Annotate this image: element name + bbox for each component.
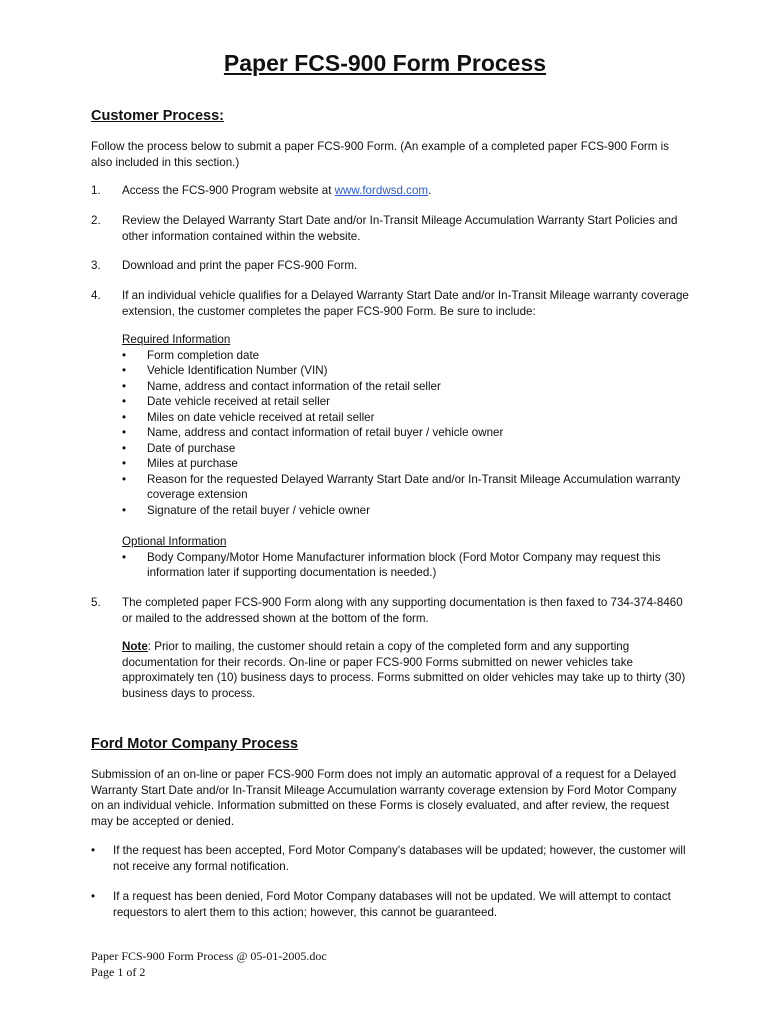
footer-page-number: Page 1 of 2 — [91, 965, 146, 979]
note-text: : Prior to mailing, the customer should retain a copy of the completed form and any supporting documentation for their records. On-line or paper FCS-900 Forms submitted on newer vehicles take approximately ten (10) business days to process. Forms submitted on older vehicles may take up to thirty (30) business days to process. — [122, 640, 686, 700]
bullet-icon: • — [91, 890, 96, 903]
step-4: If an individual vehicle qualifies for a Delayed Warranty Start Date and/or In-Transit Mileage warranty coverage extension, the customer completes the paper FCS-900 Form. Be sure to include: — [122, 289, 689, 318]
required-info-heading: Required Information — [122, 333, 231, 346]
customer-process-heading: Customer Process: — [91, 108, 224, 124]
required-info-list — [122, 348, 692, 519]
ford-process-heading: Ford Motor Company Process — [91, 736, 299, 752]
required-info-block — [122, 332, 692, 518]
step-number: 5. — [91, 596, 101, 609]
optional-info-list — [122, 550, 692, 581]
optional-info-heading: Optional Information — [122, 535, 227, 548]
ford-bullet-text: If a request has been denied, Ford Motor Company databases will not be updated. We will attempt to contact requestors to alert them to this action; however, this cannot be guaranteed. — [113, 890, 671, 919]
list-item: • Reason for the requested Delayed Warranty Start Date and/or In-Transit Mileage Accumulation warranty coverage extension — [122, 472, 692, 503]
step-number: 4. — [91, 289, 101, 302]
ford-bullet-text: If the request has been accepted, Ford Motor Company's databases will be updated; however, the customer will not receive any formal notification. — [113, 844, 686, 873]
step-1 — [122, 183, 692, 199]
list-item: • Date of purchase — [122, 441, 692, 457]
list-item: • Form completion date — [122, 348, 692, 364]
page-title: Paper FCS-900 Form Process — [223, 50, 547, 76]
list-item: • Miles on date vehicle received at retail seller — [122, 410, 692, 426]
note-label: Note — [122, 640, 148, 653]
step-3: Download and print the paper FCS-900 Form. — [122, 259, 358, 272]
list-item: • Date vehicle received at retail seller — [122, 394, 692, 410]
customer-process-intro: Follow the process below to submit a paper FCS-900 Form. (An example of a completed paper FCS-900 Form is also included in this section.) — [91, 140, 670, 169]
list-item: • Vehicle Identification Number (VIN) — [122, 363, 692, 379]
ford-bullet-denied — [91, 889, 691, 920]
ford-bullet-accepted — [91, 843, 691, 874]
page-footer — [91, 948, 327, 980]
list-item: • Miles at purchase — [122, 456, 692, 472]
bullet-icon: • — [91, 844, 96, 857]
footer-filename: Paper FCS-900 Form Process @ 05-01-2005.doc — [91, 949, 327, 963]
list-item: • Signature of the retail buyer / vehicle owner — [122, 503, 692, 519]
optional-info-block — [122, 534, 692, 581]
ford-process-intro: Submission of an on-line or paper FCS-900 Form does not imply an automatic approval of a request for a Delayed Warranty Start Date and/or In-Transit Mileage Accumulation warranty coverage extension by Ford Motor Company on an individual vehicle. Information submitted on these Forms is closely evaluated, and after review, the request may be accepted or denied. — [91, 768, 677, 828]
list-item: • Body Company/Motor Home Manufacturer information block (Ford Motor Company may request this information later if supporting documentation is needed.) — [122, 550, 692, 581]
list-item: • Name, address and contact information of retail buyer / vehicle owner — [122, 425, 692, 441]
step-2: Review the Delayed Warranty Start Date and/or In-Transit Mileage Accumulation Warranty Start Policies and other information contained within the website. — [122, 214, 678, 243]
step-1-period: . — [428, 184, 432, 197]
fordwsd-link[interactable]: www.fordwsd.com — [334, 184, 429, 197]
list-item: • Name, address and contact information of the retail seller — [122, 379, 692, 395]
step-number: 2. — [91, 214, 101, 227]
step-1-text: Access the FCS-900 Program website at — [122, 184, 335, 197]
step-number: 3. — [91, 259, 101, 272]
note-paragraph — [122, 639, 692, 701]
step-5: The completed paper FCS-900 Form along with any supporting documentation is then faxed to 734-374-8460 or mailed to the addressed shown at the bottom of the form. — [122, 596, 683, 625]
step-number: 1. — [91, 184, 101, 197]
